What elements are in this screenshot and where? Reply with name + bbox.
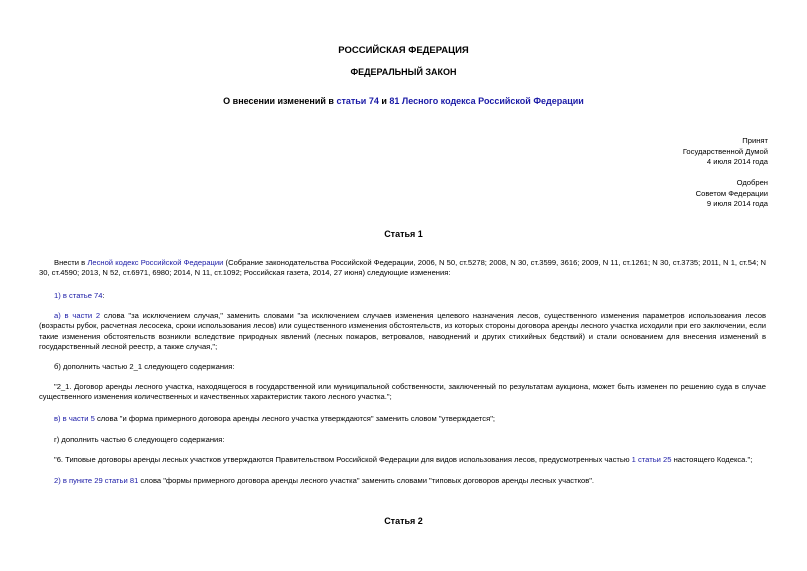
- article-1-intro: [39, 258, 766, 279]
- item-1: [39, 291, 766, 301]
- link-article-81-forest-code[interactable]: 81 Лесного кодекса Российской Федерации: [389, 96, 584, 106]
- link-article-74[interactable]: статьи 74: [336, 96, 379, 106]
- item-1-prefix[interactable]: 1) в: [54, 291, 70, 300]
- intro-rest: (Собрание законодательства Российской Федерации, 2006, N 50, ст.5278; 2008, N 30, ст.3599, 3616; 2009, N 11, ст.1261; N 30, ст.3735; 2011, N 1, ст.54; N 30, ст.4590; 2013, N 52, ст.6971, 6980; 2014, N 11, ст.1092; Российская газета, 2014, 27 июня) следующие изменения:: [39, 258, 766, 278]
- item-b: б) дополнить частью 2_1 следующего содержания:: [54, 362, 235, 371]
- item-b-quote: "2_1. Договор аренды лесного участка, находящегося в государственной или муниципальной собственности, заключенный по результатам аукциона, может быть изменен по решению суда в случае существенного изменения количественных и качественных характеристик такого лесного участка.";: [39, 382, 766, 402]
- acceptance-line-3: 4 июля 2014 года: [706, 157, 768, 166]
- approval-block: [696, 178, 768, 210]
- intro-prefix: Внести в: [54, 258, 88, 267]
- article-1-heading: Статья 1: [384, 229, 423, 239]
- item-1-suffix: :: [102, 291, 105, 300]
- item-g-quote-prefix: "6. Типовые договоры аренды лесных участков утверждаются Правительством Российской Федерации для видов использования лесов, предусмотренных частью: [54, 455, 632, 464]
- country-heading: РОССИЙСКАЯ ФЕДЕРАЦИЯ: [338, 45, 469, 56]
- item-a: [39, 311, 766, 352]
- link-forest-code[interactable]: Лесной кодекс Российской Федерации: [87, 258, 224, 267]
- item-g: г) дополнить частью 6 следующего содержания:: [54, 435, 225, 444]
- item-a-rest: слова "за исключением случая," заменить словами "за исключением случаев изменения целевого назначения лесов, существенного изменения параметров использования лесов (возрасты рубок, расчетная лесосека, сроки использования лесов) или существенного изменения обстоятельств, из которых стороны договора аренды лесного участка исходили при его заключении, если такие изменения обстоятельств возникли вследствие природных явлений (лесных пожаров, ветровалов, наводнений и других стихийных бедствий) и стали основанием для внесения изменений в государственный лесной реестр, а также случая,";: [39, 311, 767, 351]
- acceptance-line-1: Принят: [742, 136, 768, 145]
- item-2-rest: слова "формы примерного договора аренды лесного участка" заменить словами "типовых договоров аренды лесных участков".: [138, 476, 595, 485]
- law-type-heading: ФЕДЕРАЛЬНЫЙ ЗАКОН: [350, 67, 457, 77]
- link-article-25[interactable]: 1 статьи 25: [631, 455, 672, 464]
- item-2: [39, 476, 766, 486]
- law-title-prefix: О внесении изменений в: [223, 96, 337, 106]
- law-title-and: и: [378, 96, 390, 106]
- article-2-heading: Статья 2: [384, 516, 423, 526]
- acceptance-block: [683, 136, 768, 168]
- approval-line-1: Одобрен: [736, 178, 768, 187]
- item-v-rest: слова "и форма примерного договора аренды лесного участка утверждаются" заменить словом "утверждается";: [94, 414, 496, 423]
- item-v: [39, 414, 766, 424]
- item-g-quote-rest: настоящего Кодекса.";: [671, 455, 753, 464]
- link-article-74-item[interactable]: статье 74: [69, 291, 103, 300]
- item-a-prefix[interactable]: а) в: [54, 311, 73, 320]
- acceptance-line-2: Государственной Думой: [682, 146, 768, 156]
- link-part-5[interactable]: части 5: [68, 414, 95, 423]
- link-point-29-article-81[interactable]: пункте 29 статьи 81: [69, 476, 139, 485]
- item-2-prefix[interactable]: 2) в: [54, 476, 70, 485]
- link-part-2[interactable]: части 2: [72, 311, 101, 320]
- approval-line-2: Советом Федерации: [695, 188, 768, 198]
- item-g-quote: [39, 455, 766, 465]
- law-title: [0, 96, 807, 106]
- item-v-prefix[interactable]: в) в: [54, 414, 69, 423]
- approval-line-3: 9 июля 2014 года: [706, 199, 768, 208]
